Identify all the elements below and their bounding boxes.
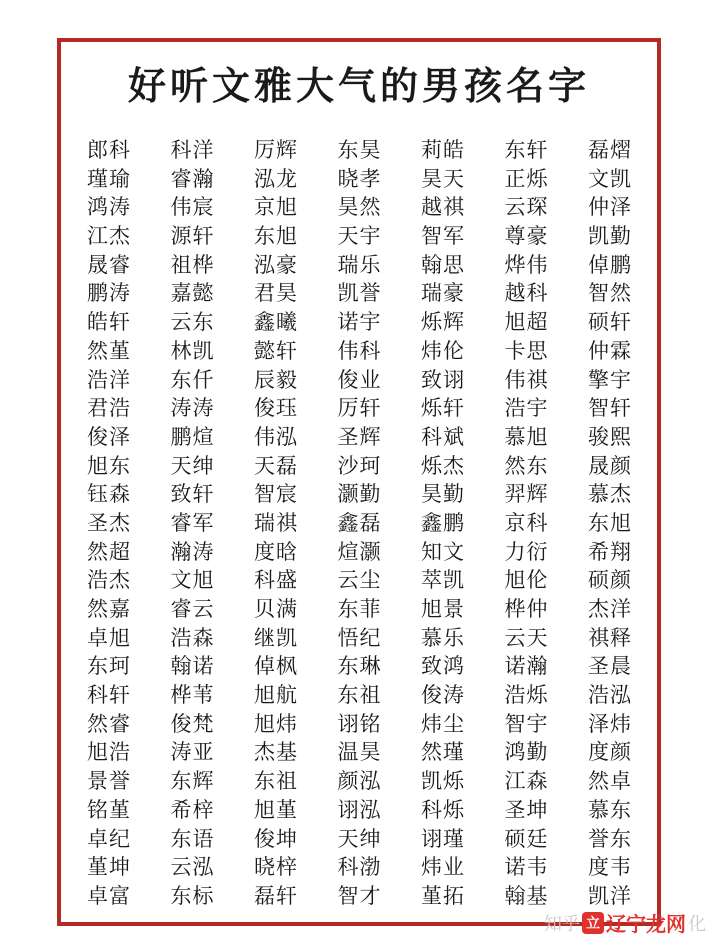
name-grid xyxy=(87,136,647,911)
name-cell: 诺宇 xyxy=(337,310,382,335)
name-cell: 倬枫 xyxy=(254,654,298,679)
name-cell: 桦苇 xyxy=(170,683,215,708)
name-cell: 慕旭 xyxy=(504,424,549,449)
name-cell: 京科 xyxy=(504,510,549,535)
name-cell: 鑫磊 xyxy=(337,510,382,535)
name-cell: 浩宇 xyxy=(504,396,549,421)
name-cell: 仲霖 xyxy=(588,338,632,363)
name-cell: 科盛 xyxy=(254,568,298,593)
name-cell: 度韦 xyxy=(588,855,632,880)
name-cell: 天绅 xyxy=(337,826,382,851)
name-cell: 慕东 xyxy=(588,797,632,822)
name-cell: 浩洋 xyxy=(87,367,131,392)
name-cell: 凯誉 xyxy=(337,281,382,306)
name-cell: 然东 xyxy=(504,453,549,478)
name-cell: 钰森 xyxy=(87,482,131,507)
name-cell: 鹏煊 xyxy=(170,424,215,449)
name-cell: 炜伦 xyxy=(421,338,465,363)
name-cell: 东珂 xyxy=(87,654,131,679)
name-cell: 卓纪 xyxy=(87,826,131,851)
name-cell: 鹏涛 xyxy=(87,281,131,306)
name-cell: 俊坤 xyxy=(254,826,298,851)
name-cell: 凯洋 xyxy=(588,883,632,908)
name-cell: 诩铭 xyxy=(337,711,382,736)
name-cell: 昊天 xyxy=(421,166,465,191)
name-cell: 文旭 xyxy=(170,568,215,593)
name-cell: 倬鹏 xyxy=(588,252,632,277)
name-cell: 俊泽 xyxy=(87,424,131,449)
name-cell: 诺瀚 xyxy=(504,654,549,679)
name-cell: 灏勤 xyxy=(337,482,382,507)
name-cell: 堇坤 xyxy=(87,855,131,880)
name-cell: 越祺 xyxy=(421,195,465,220)
name-cell: 旭东 xyxy=(87,453,131,478)
name-cell: 俊珏 xyxy=(254,396,298,421)
name-cell: 厉轩 xyxy=(337,396,382,421)
name-cell: 然卓 xyxy=(588,769,632,794)
name-cell: 瀚涛 xyxy=(170,539,215,564)
name-cell: 江杰 xyxy=(87,224,131,249)
name-cell: 桦仲 xyxy=(504,597,549,621)
name-cell: 科轩 xyxy=(87,683,131,708)
name-cell: 东祖 xyxy=(254,769,298,794)
name-cell: 温昊 xyxy=(337,740,382,765)
name-cell: 智才 xyxy=(337,883,382,908)
name-cell: 东仟 xyxy=(170,367,215,392)
name-cell: 仲泽 xyxy=(588,195,632,220)
name-cell: 嘉懿 xyxy=(170,281,215,306)
name-cell: 誉东 xyxy=(588,826,632,851)
name-cell: 致轩 xyxy=(170,482,215,507)
name-cell: 尊豪 xyxy=(504,224,549,249)
name-cell: 烁轩 xyxy=(421,396,465,421)
name-cell: 硕轩 xyxy=(588,310,632,335)
name-cell: 旭伦 xyxy=(504,568,549,593)
name-cell: 翰诺 xyxy=(170,654,215,679)
name-cell: 云东 xyxy=(170,310,215,335)
name-cell: 贝满 xyxy=(254,597,298,621)
name-cell: 擎宇 xyxy=(588,367,632,392)
name-cell: 科斌 xyxy=(421,424,465,449)
name-cell: 文凯 xyxy=(588,166,632,191)
name-cell: 铭堇 xyxy=(87,797,131,822)
name-cell: 懿轩 xyxy=(254,338,298,363)
name-cell: 鑫鹏 xyxy=(421,510,465,535)
name-cell: 林凯 xyxy=(170,338,215,363)
name-cell: 卡思 xyxy=(504,338,549,363)
name-cell: 伟祺 xyxy=(504,367,549,392)
name-cell: 希梓 xyxy=(170,797,215,822)
name-cell: 智宇 xyxy=(504,711,549,736)
name-cell: 烁杰 xyxy=(421,453,465,478)
name-cell: 煊灏 xyxy=(337,539,382,564)
name-cell: 瑞祺 xyxy=(254,510,298,535)
name-cell: 科洋 xyxy=(170,138,215,162)
name-cell: 东昊 xyxy=(337,138,382,162)
name-cell: 泽炜 xyxy=(588,711,632,736)
name-cell: 昊勤 xyxy=(421,482,465,507)
name-cell: 旭浩 xyxy=(87,740,131,765)
name-cell: 皓轩 xyxy=(87,310,131,335)
name-cell: 祖桦 xyxy=(170,252,215,277)
name-cell: 莉皓 xyxy=(421,138,465,162)
name-cell: 致鸿 xyxy=(421,654,465,679)
name-cell: 浩泓 xyxy=(588,683,632,708)
name-cell: 晟睿 xyxy=(87,252,131,277)
name-cell: 浩杰 xyxy=(87,568,131,593)
name-cell: 度颜 xyxy=(588,740,632,765)
name-cell: 磊轩 xyxy=(254,883,298,908)
name-cell: 东琳 xyxy=(337,654,382,679)
name-cell: 云琛 xyxy=(504,195,549,220)
name-cell: 旭堇 xyxy=(254,797,298,822)
name-cell: 羿辉 xyxy=(504,482,549,507)
name-cell: 翰思 xyxy=(421,252,465,277)
name-cell: 然瑾 xyxy=(421,740,465,765)
name-cell: 萃凯 xyxy=(421,568,465,593)
name-cell: 圣杰 xyxy=(87,510,131,535)
name-cell: 东标 xyxy=(170,883,215,908)
name-cell: 厉辉 xyxy=(254,138,298,162)
name-cell: 瑞乐 xyxy=(337,252,382,277)
name-cell: 景誉 xyxy=(87,769,131,794)
name-cell: 旭景 xyxy=(421,597,465,621)
name-cell: 鸿涛 xyxy=(87,195,131,220)
name-cell: 泓龙 xyxy=(254,166,298,191)
name-cell: 磊熠 xyxy=(588,138,632,162)
name-cell: 晟颜 xyxy=(588,453,632,478)
name-cell: 知文 xyxy=(421,539,465,564)
name-cell: 俊梵 xyxy=(170,711,215,736)
watermark-suffix: 化 xyxy=(688,913,706,935)
name-cell: 旭航 xyxy=(254,683,298,708)
name-cell: 京旭 xyxy=(254,195,298,220)
name-cell: 堇拓 xyxy=(421,883,465,908)
name-cell: 希翔 xyxy=(588,539,632,564)
name-cell: 东旭 xyxy=(254,224,298,249)
name-cell: 睿云 xyxy=(170,597,215,621)
name-cell: 硕廷 xyxy=(504,826,549,851)
watermark xyxy=(544,908,706,937)
name-cell: 云尘 xyxy=(337,568,382,593)
name-cell: 郎科 xyxy=(87,138,131,162)
name-cell: 睿瀚 xyxy=(170,166,215,191)
name-cell: 硕颜 xyxy=(588,568,632,593)
page-title: 好听文雅大气的男孩名字 xyxy=(127,63,590,108)
name-cell: 伟科 xyxy=(337,338,382,363)
name-cell: 诩泓 xyxy=(337,797,382,822)
name-cell: 颜泓 xyxy=(337,769,382,794)
watermark-prefix: 知乎 xyxy=(544,913,580,935)
name-cell: 科渤 xyxy=(337,855,382,880)
name-cell: 伟泓 xyxy=(254,424,298,449)
name-cell: 卓富 xyxy=(87,883,131,908)
name-cell: 旭炜 xyxy=(254,711,298,736)
name-cell: 圣坤 xyxy=(504,797,549,822)
watermark-logo-icon: 立 xyxy=(582,912,604,934)
name-cell: 旭超 xyxy=(504,310,549,335)
name-cell: 凯勤 xyxy=(588,224,632,249)
name-cell: 圣晨 xyxy=(588,654,632,679)
name-cell: 晓梓 xyxy=(254,855,298,880)
name-cell: 翰基 xyxy=(504,883,549,908)
name-cell: 东轩 xyxy=(504,138,549,162)
name-cell: 东菲 xyxy=(337,597,382,621)
name-cell: 俊业 xyxy=(337,367,382,392)
name-cell: 杰基 xyxy=(254,740,298,765)
name-cell: 瑞豪 xyxy=(421,281,465,306)
name-cell: 诩瑾 xyxy=(421,826,465,851)
name-cell: 越科 xyxy=(504,281,549,306)
name-cell: 骏熙 xyxy=(588,424,632,449)
name-cell: 烁辉 xyxy=(421,310,465,335)
name-cell: 云天 xyxy=(504,625,549,650)
name-cell: 烨伟 xyxy=(504,252,549,277)
name-cell: 涛涛 xyxy=(170,396,215,421)
name-cell: 然超 xyxy=(87,539,131,564)
name-cell: 炜尘 xyxy=(421,711,465,736)
name-cell: 慕乐 xyxy=(421,625,465,650)
name-cell: 天磊 xyxy=(254,453,298,478)
name-cell: 昊然 xyxy=(337,195,382,220)
name-cell: 伟宸 xyxy=(170,195,215,220)
name-cell: 然堇 xyxy=(87,338,131,363)
name-cell: 辰毅 xyxy=(254,367,298,392)
name-cell: 东旭 xyxy=(588,510,632,535)
name-cell: 俊涛 xyxy=(421,683,465,708)
name-cell: 悟纪 xyxy=(337,625,382,650)
name-cell: 力衍 xyxy=(504,539,549,564)
name-cell: 然嘉 xyxy=(87,597,131,621)
name-cell: 智然 xyxy=(588,281,632,306)
name-cell: 祺释 xyxy=(588,625,632,650)
name-cell: 智军 xyxy=(421,224,465,249)
name-cell: 圣辉 xyxy=(337,424,382,449)
name-cell: 慕杰 xyxy=(588,482,632,507)
name-cell: 涛亚 xyxy=(170,740,215,765)
name-cell: 卓旭 xyxy=(87,625,131,650)
name-cell: 君浩 xyxy=(87,396,131,421)
name-cell: 炜业 xyxy=(421,855,465,880)
name-cell: 致诩 xyxy=(421,367,465,392)
name-cell: 东祖 xyxy=(337,683,382,708)
name-list-frame xyxy=(57,38,661,926)
name-cell: 东辉 xyxy=(170,769,215,794)
name-cell: 天宇 xyxy=(337,224,382,249)
name-cell: 继凯 xyxy=(254,625,298,650)
name-cell: 然睿 xyxy=(87,711,131,736)
name-cell: 智宸 xyxy=(254,482,298,507)
name-cell: 天绅 xyxy=(170,453,215,478)
name-cell: 晓孝 xyxy=(337,166,382,191)
name-cell: 睿军 xyxy=(170,510,215,535)
watermark-text: 辽宁龙网 xyxy=(606,912,686,936)
name-cell: 君昊 xyxy=(254,281,298,306)
name-cell: 诺韦 xyxy=(504,855,549,880)
name-cell: 科烁 xyxy=(421,797,465,822)
name-cell: 沙珂 xyxy=(337,453,382,478)
name-cell: 鑫曦 xyxy=(254,310,298,335)
name-cell: 源轩 xyxy=(170,224,215,249)
name-cell: 智轩 xyxy=(588,396,632,421)
name-cell: 正烁 xyxy=(504,166,549,191)
name-cell: 浩烁 xyxy=(504,683,549,708)
name-cell: 鸿勤 xyxy=(504,740,549,765)
name-cell: 凯烁 xyxy=(421,769,465,794)
name-cell: 浩森 xyxy=(170,625,215,650)
name-cell: 度晗 xyxy=(254,539,298,564)
name-cell: 瑾瑜 xyxy=(87,166,131,191)
name-cell: 泓豪 xyxy=(254,252,298,277)
name-cell: 东语 xyxy=(170,826,215,851)
name-cell: 云泓 xyxy=(170,855,215,880)
name-cell: 江森 xyxy=(504,769,549,794)
name-cell: 杰洋 xyxy=(588,597,632,621)
